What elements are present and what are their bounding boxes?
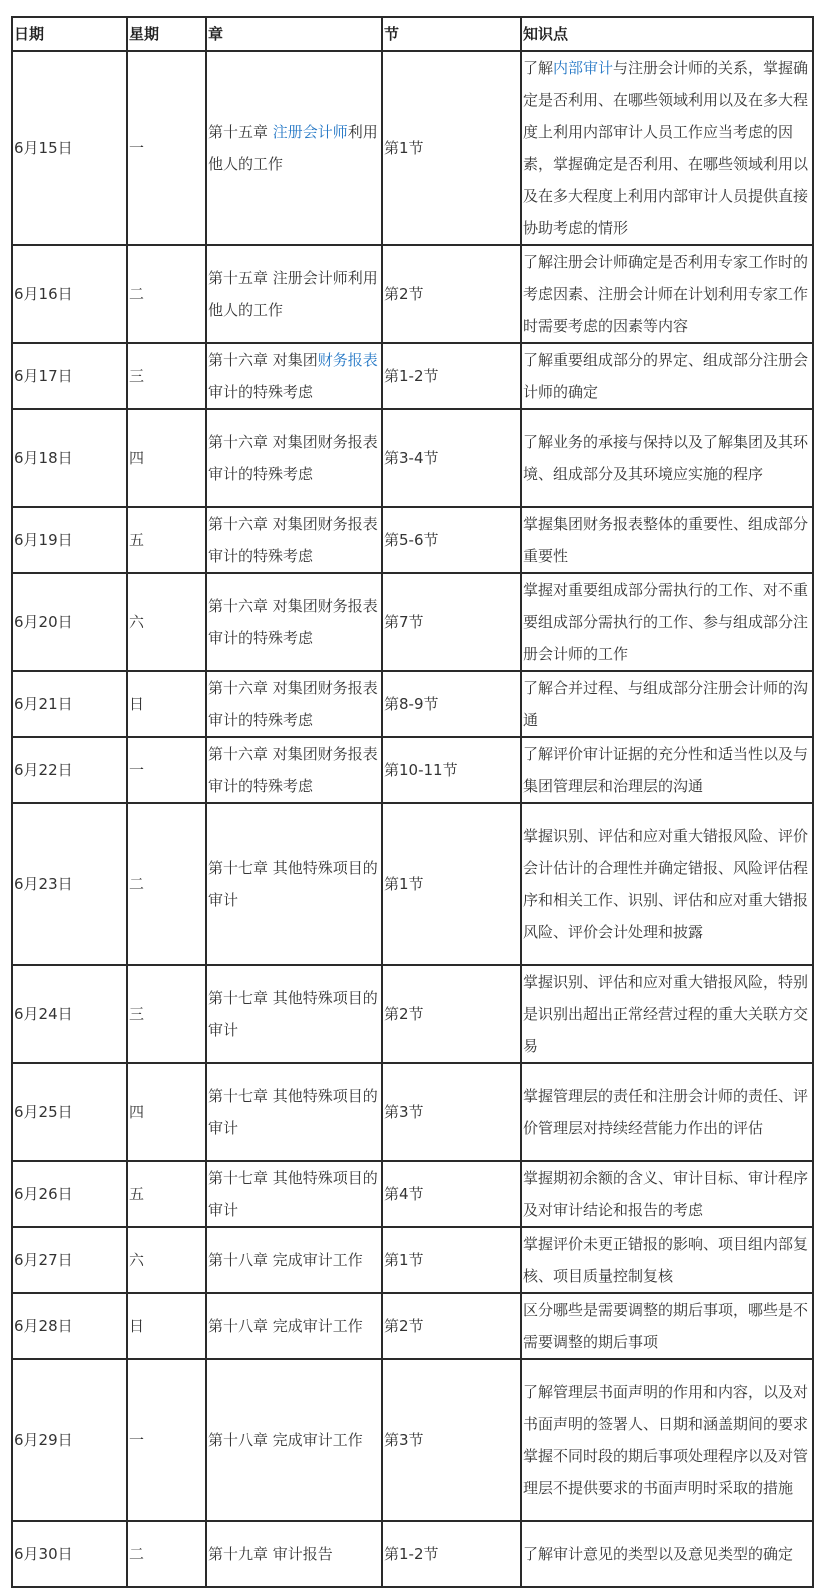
chapter-text: 第十七章 其他特殊项目的审计: [208, 1169, 378, 1219]
weekday-text: 一: [129, 1431, 145, 1449]
weekday-text: 六: [129, 1251, 145, 1269]
weekday-text: 二: [129, 875, 145, 893]
date-cell: [12, 51, 127, 245]
chapter-cell: [206, 1521, 382, 1587]
table-row: [12, 409, 813, 507]
section-cell: [382, 51, 521, 245]
date-cell: [12, 1293, 127, 1359]
chapter-cell: [206, 409, 382, 507]
header-row: [12, 17, 813, 51]
date-cell: [12, 1227, 127, 1293]
knowledge-point-text: 了解: [523, 59, 554, 77]
weekday-cell: [127, 409, 206, 507]
chapter-text: 第十六章 对集团财务报表审计的特殊考虑: [208, 679, 378, 729]
chapter-text: 第十五章: [208, 123, 273, 141]
chapter-text: 第十六章 对集团: [208, 351, 318, 369]
chapter-cell: [206, 1227, 382, 1293]
date-cell: [12, 507, 127, 573]
header-knowledge-point: 知识点: [521, 17, 813, 51]
date-text: 6月21日: [14, 695, 73, 713]
table-row: [12, 671, 813, 737]
weekday-text: 三: [129, 367, 145, 385]
section-cell: [382, 737, 521, 803]
section-text: 第1节: [384, 875, 424, 893]
knowledge-point-cell: [521, 507, 813, 573]
weekday-cell: [127, 1293, 206, 1359]
chapter-text: 第十九章 审计报告: [208, 1545, 333, 1563]
knowledge-point-cell: [521, 737, 813, 803]
chapter-keyword-link[interactable]: 财务报表: [317, 351, 378, 369]
knowledge-point-cell: [521, 51, 813, 245]
weekday-text: 三: [129, 1005, 145, 1023]
chapter-text: 第十六章 对集团财务报表审计的特殊考虑: [208, 745, 378, 795]
weekday-text: 五: [129, 531, 145, 549]
table-row: [12, 1227, 813, 1293]
table-row: [12, 507, 813, 573]
weekday-cell: [127, 803, 206, 965]
knowledge-point-text: 了解评价审计证据的充分性和适当性以及与集团管理层和治理层的沟通: [523, 745, 809, 795]
section-cell: [382, 1227, 521, 1293]
date-cell: [12, 803, 127, 965]
chapter-cell: [206, 1293, 382, 1359]
date-cell: [12, 1521, 127, 1587]
section-text: 第1-2节: [384, 1545, 439, 1563]
section-cell: [382, 507, 521, 573]
study-schedule-table: [11, 16, 814, 1588]
knowledge-point-cell: [521, 1359, 813, 1521]
section-text: 第7节: [384, 613, 424, 631]
table-row: [12, 1521, 813, 1587]
weekday-cell: [127, 1359, 206, 1521]
knowledge-point-cell: [521, 1063, 813, 1161]
weekday-cell: [127, 965, 206, 1063]
date-text: 6月24日: [14, 1005, 73, 1023]
chapter-cell: [206, 671, 382, 737]
table-row: [12, 245, 813, 343]
knowledge-point-text: 了解合并过程、与组成部分注册会计师的沟通: [523, 679, 809, 729]
section-cell: [382, 671, 521, 737]
table-row: [12, 573, 813, 671]
chapter-cell: [206, 1359, 382, 1521]
section-cell: [382, 1359, 521, 1521]
chapter-cell: [206, 803, 382, 965]
weekday-text: 二: [129, 285, 145, 303]
table-row: [12, 1161, 813, 1227]
section-text: 第1-2节: [384, 367, 439, 385]
weekday-text: 四: [129, 1103, 145, 1121]
chapter-text: 第十七章 其他特殊项目的审计: [208, 859, 378, 909]
section-text: 第1节: [384, 1251, 424, 1269]
date-text: 6月18日: [14, 449, 73, 467]
knowledge-point-cell: [521, 965, 813, 1063]
date-text: 6月29日: [14, 1431, 73, 1449]
table-row: [12, 737, 813, 803]
chapter-keyword-link[interactable]: 注册会计师: [272, 123, 348, 141]
section-cell: [382, 573, 521, 671]
knowledge-point-text: 掌握识别、评估和应对重大错报风险，特别是识别出超出正常经营过程的重大关联方交易: [523, 973, 809, 1055]
section-text: 第2节: [384, 1005, 424, 1023]
weekday-cell: [127, 1227, 206, 1293]
knowledge-point-cell: [521, 1521, 813, 1587]
weekday-cell: [127, 245, 206, 343]
date-text: 6月26日: [14, 1185, 73, 1203]
chapter-cell: [206, 965, 382, 1063]
knowledge-point-cell: [521, 671, 813, 737]
section-cell: [382, 965, 521, 1063]
section-cell: [382, 1293, 521, 1359]
chapter-cell: [206, 1063, 382, 1161]
knowledge-point-cell: [521, 1293, 813, 1359]
date-cell: [12, 343, 127, 409]
section-cell: [382, 1063, 521, 1161]
date-text: 6月16日: [14, 285, 73, 303]
date-cell: [12, 1063, 127, 1161]
weekday-text: 五: [129, 1185, 145, 1203]
chapter-text: 第十八章 完成审计工作: [208, 1431, 363, 1449]
section-text: 第2节: [384, 285, 424, 303]
weekday-text: 六: [129, 613, 145, 631]
date-text: 6月15日: [14, 139, 73, 157]
chapter-text: 第十六章 对集团财务报表审计的特殊考虑: [208, 515, 378, 565]
weekday-text: 一: [129, 139, 145, 157]
knowledge-keyword-link[interactable]: 内部审计: [553, 59, 614, 77]
section-text: 第4节: [384, 1185, 424, 1203]
chapter-cell: [206, 343, 382, 409]
section-text: 第10-11节: [384, 761, 458, 779]
chapter-cell: [206, 737, 382, 803]
knowledge-point-text: 掌握对重要组成部分需执行的工作、对不重要组成部分需执行的工作、参与组成部分注册会计师的工作: [523, 581, 809, 663]
chapter-text: 第十八章 完成审计工作: [208, 1317, 363, 1335]
date-cell: [12, 737, 127, 803]
date-text: 6月25日: [14, 1103, 73, 1121]
chapter-text-rest: 审计的特殊考虑: [208, 383, 314, 401]
date-cell: [12, 245, 127, 343]
weekday-cell: [127, 343, 206, 409]
section-text: 第8-9节: [384, 695, 439, 713]
chapter-text: 第十五章 注册会计师利用他人的工作: [208, 269, 378, 319]
chapter-cell: [206, 1161, 382, 1227]
chapter-text-rest: 利用他人的工作: [208, 123, 378, 173]
table-row: [12, 1063, 813, 1161]
knowledge-point-text: 区分哪些是需要调整的期后事项，哪些是不需要调整的期后事项: [523, 1301, 809, 1351]
section-text: 第5-6节: [384, 531, 439, 549]
table-row: [12, 965, 813, 1063]
chapter-text: 第十六章 对集团财务报表审计的特殊考虑: [208, 433, 378, 483]
weekday-cell: [127, 671, 206, 737]
chapter-cell: [206, 573, 382, 671]
knowledge-point-text: 掌握管理层的责任和注册会计师的责任、评价管理层对持续经营能力作出的评估: [523, 1087, 809, 1137]
knowledge-point-text: 掌握期初余额的含义、审计目标、审计程序及对审计结论和报告的考虑: [523, 1169, 809, 1219]
chapter-text: 第十七章 其他特殊项目的审计: [208, 1087, 378, 1137]
knowledge-point-text-rest: 与注册会计师的关系，掌握确定是否利用、在哪些领域利用以及在多大程度上利用内部审计人员工作应当考虑的因素，掌握确定是否利用、在哪些领域利用以及在多大程度上利用内部审计人员提供直接协助考虑的情形: [523, 59, 809, 237]
weekday-text: 四: [129, 449, 145, 467]
knowledge-point-text: 掌握集团财务报表整体的重要性、组成部分重要性: [523, 515, 809, 565]
date-cell: [12, 671, 127, 737]
chapter-text: 第十八章 完成审计工作: [208, 1251, 363, 1269]
header-chapter: 章: [206, 17, 382, 51]
weekday-cell: [127, 507, 206, 573]
section-cell: [382, 1521, 521, 1587]
section-cell: [382, 1161, 521, 1227]
date-cell: [12, 1359, 127, 1521]
section-cell: [382, 245, 521, 343]
section-cell: [382, 409, 521, 507]
knowledge-point-cell: [521, 409, 813, 507]
date-text: 6月22日: [14, 761, 73, 779]
table-row: [12, 803, 813, 965]
knowledge-point-cell: [521, 343, 813, 409]
date-text: 6月30日: [14, 1545, 73, 1563]
section-text: 第1节: [384, 139, 424, 157]
date-text: 6月19日: [14, 531, 73, 549]
date-text: 6月17日: [14, 367, 73, 385]
header-date: 日期: [12, 17, 127, 51]
weekday-cell: [127, 1161, 206, 1227]
knowledge-point-text: 了解审计意见的类型以及意见类型的确定: [523, 1545, 794, 1563]
date-cell: [12, 409, 127, 507]
weekday-text: 二: [129, 1545, 145, 1563]
chapter-cell: [206, 245, 382, 343]
knowledge-point-text: 掌握识别、评估和应对重大错报风险、评价会计估计的合理性并确定错报、风险评估程序和相关工作、识别、评估和应对重大错报风险、评价会计处理和披露: [523, 827, 809, 941]
weekday-cell: [127, 1521, 206, 1587]
table-row: [12, 343, 813, 409]
section-text: 第3-4节: [384, 449, 439, 467]
date-cell: [12, 573, 127, 671]
chapter-text: 第十六章 对集团财务报表审计的特殊考虑: [208, 597, 378, 647]
chapter-cell: [206, 507, 382, 573]
weekday-cell: [127, 51, 206, 245]
header-section: 节: [382, 17, 521, 51]
date-cell: [12, 1161, 127, 1227]
table-body: [12, 51, 813, 1587]
section-cell: [382, 803, 521, 965]
weekday-cell: [127, 1063, 206, 1161]
knowledge-point-text: 了解重要组成部分的界定、组成部分注册会计师的确定: [523, 351, 809, 401]
chapter-text: 第十七章 其他特殊项目的审计: [208, 989, 378, 1039]
knowledge-point-cell: [521, 245, 813, 343]
section-text: 第2节: [384, 1317, 424, 1335]
table-row: [12, 1359, 813, 1521]
weekday-cell: [127, 737, 206, 803]
date-cell: [12, 965, 127, 1063]
chapter-cell: [206, 51, 382, 245]
knowledge-point-text: 了解注册会计师确定是否利用专家工作时的考虑因素、注册会计师在计划利用专家工作时需要考虑的因素等内容: [523, 253, 809, 335]
header-weekday: 星期: [127, 17, 206, 51]
section-text: 第3节: [384, 1103, 424, 1121]
section-text: 第3节: [384, 1431, 424, 1449]
weekday-cell: [127, 573, 206, 671]
knowledge-point-cell: [521, 803, 813, 965]
table-row: [12, 51, 813, 245]
knowledge-point-text: 掌握评价未更正错报的影响、项目组内部复核、项目质量控制复核: [523, 1235, 809, 1285]
knowledge-point-text: 了解业务的承接与保持以及了解集团及其环境、组成部分及其环境应实施的程序: [523, 433, 809, 483]
section-cell: [382, 343, 521, 409]
date-text: 6月23日: [14, 875, 73, 893]
weekday-text: 日: [129, 695, 145, 713]
knowledge-point-text: 了解管理层书面声明的作用和内容，以及对书面声明的签署人、日期和涵盖期间的要求掌握不同时段的期后事项处理程序以及对管理层不提供要求的书面声明时采取的措施: [523, 1383, 809, 1497]
date-text: 6月20日: [14, 613, 73, 631]
knowledge-point-cell: [521, 1161, 813, 1227]
table-row: [12, 1293, 813, 1359]
date-text: 6月28日: [14, 1317, 73, 1335]
date-text: 6月27日: [14, 1251, 73, 1269]
knowledge-point-cell: [521, 573, 813, 671]
knowledge-point-cell: [521, 1227, 813, 1293]
weekday-text: 日: [129, 1317, 145, 1335]
weekday-text: 一: [129, 761, 145, 779]
